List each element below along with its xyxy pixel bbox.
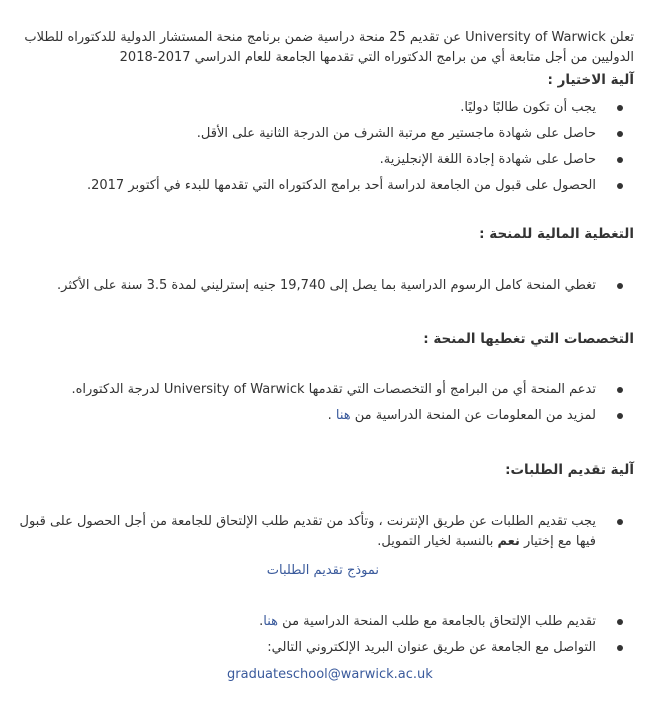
- bullet-icon: [617, 183, 623, 189]
- apply-list-1: [4, 512, 634, 558]
- bullet-icon: [617, 387, 623, 393]
- list-item: تغطي المنحة كامل الرسوم الدراسية بما يصل إلى 19,740 جنيه إسترليني لمدة 3.5 سنة على الأكثر.: [4, 276, 596, 296]
- intro-paragraph: تعلن University of Warwick عن تقديم 25 منحة دراسية ضمن برنامج منحة المستشار الدولية للدكتوراه للطلاب الدوليين من أجل متابعة أي من برامج الدكتوراه التي تقدمها الجامعة للعام الدراسي 2017-2018: [24, 30, 634, 65]
- list-item: يجب تقديم الطلبات عن طريق الإنترنت ، وتأكد من تقديم طلب الإلتحاق للجامعة من أجل الحصول على قبول فيها مع إختيار نعم بالنسبة لخيار التمويل.: [4, 512, 596, 552]
- bullet-icon: [617, 413, 623, 419]
- bullet-icon: [617, 283, 623, 289]
- application-form-link[interactable]: نموذج تقديم الطلبات: [266, 563, 379, 578]
- selection-heading: آلية الاختيار :: [547, 72, 634, 88]
- list-item: حاصل على شهادة إجادة اللغة الإنجليزية.: [4, 150, 596, 170]
- email-link[interactable]: graduateschool@warwick.ac.uk: [227, 667, 433, 682]
- apply-heading: آلية تقديم الطلبات:: [505, 462, 634, 478]
- selection-list: [4, 98, 634, 202]
- bullet-icon: [617, 105, 623, 111]
- apply-here-link[interactable]: هنا: [263, 614, 279, 629]
- list-item: الحصول على قبول من الجامعة لدراسة أحد برامج الدكتوراه التي تقدمها للبدء في أكتوبر 2017.: [4, 176, 596, 196]
- apply-list-2: [4, 612, 634, 664]
- list-item: يجب أن تكون طالبًا دوليًا.: [4, 98, 596, 118]
- list-item: التواصل مع الجامعة عن طريق عنوان البريد الإلكتروني التالي:: [4, 638, 596, 658]
- fields-list: [4, 380, 634, 432]
- coverage-heading: التغطية المالية للمنحة :: [479, 226, 634, 242]
- bullet-icon: [617, 519, 623, 525]
- fields-heading: التخصصات التي تغطيها المنحة :: [423, 331, 634, 347]
- list-item: تدعم المنحة أي من البرامج أو التخصصات التي تقدمها University of Warwick لدرجة الدكتوراه.: [4, 380, 596, 400]
- list-item: حاصل على شهادة ماجستير مع مرتبة الشرف من الدرجة الثانية على الأقل.: [4, 124, 596, 144]
- list-item: لمزيد من المعلومات عن المنحة الدراسية من هنا .: [4, 406, 596, 426]
- list-item: تقديم طلب الإلتحاق بالجامعة مع طلب المنحة الدراسية من هنا.: [4, 612, 596, 632]
- bullet-icon: [617, 157, 623, 163]
- more-info-link[interactable]: هنا: [335, 408, 351, 423]
- bullet-icon: [617, 131, 623, 137]
- bullet-icon: [617, 645, 623, 651]
- coverage-list: [4, 276, 634, 302]
- bullet-icon: [617, 619, 623, 625]
